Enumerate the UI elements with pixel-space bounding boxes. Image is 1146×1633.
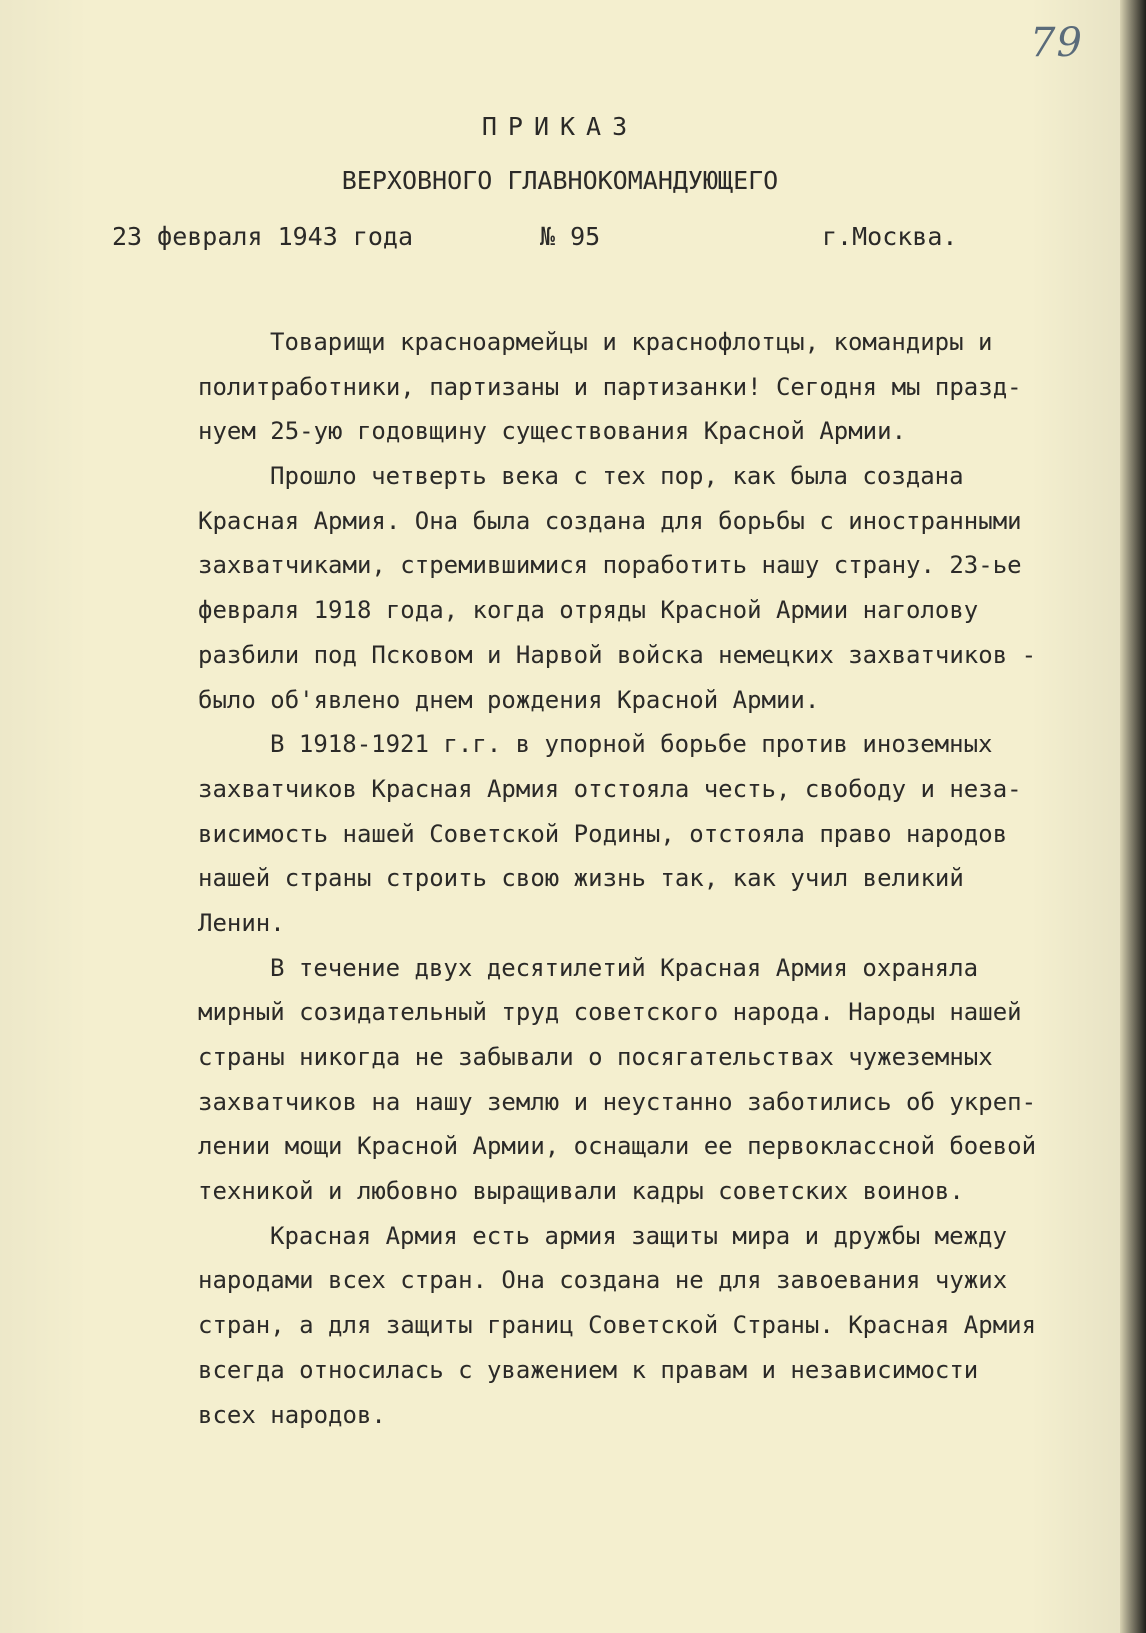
- text-line: висимость нашей Советской Родины, отстояла право народов: [198, 819, 1008, 848]
- text-line: В течение двух десятилетий Красная Армия охраняла: [270, 953, 979, 982]
- order-date: 23 февраля 1943 года: [112, 222, 414, 251]
- page-edge-shadow: [1120, 0, 1146, 1633]
- text-line: Красная Армия есть армия защиты мира и дружбы между: [270, 1221, 1007, 1250]
- text-line: стран, а для защиты границ Советской Страны. Красная Армия: [198, 1311, 1037, 1340]
- text-line: всегда относилась с уважением к правам и независимости: [198, 1355, 979, 1384]
- order-number: № 95: [540, 222, 601, 251]
- text-line: Прошло четверть века с тех пор, как была создана: [270, 462, 964, 491]
- text-line: Красная Армия. Она была создана для борьбы с иностранными: [198, 506, 1022, 535]
- text-line: захватчиков Красная Армия отстояла честь, свободу и неза-: [198, 774, 1022, 803]
- text-line: мирный созидательный труд советского народа. Народы нашей: [198, 998, 1022, 1027]
- document-body: [198, 320, 1058, 1437]
- text-line: техникой и любовно выращивали кадры советских воинов.: [198, 1177, 964, 1206]
- text-line: было об'явлено днем рождения Красной Армии.: [198, 685, 820, 714]
- text-line: захватчиков на нашу землю и неустанно заботились об укреп-: [198, 1087, 1037, 1116]
- text-line: народами всех стран. Она создана не для завоевания чужих: [198, 1266, 1008, 1295]
- text-line: нашей страны строить свою жизнь так, как учил великий: [198, 864, 964, 893]
- text-line: лении мощи Красной Армии, оснащали ее первоклассной боевой: [198, 1132, 1037, 1161]
- text-line: захватчиками, стремившимися поработить нашу страну. 23-ье: [198, 551, 1022, 580]
- text-line: февраля 1918 года, когда отряды Красной Армии наголову: [198, 596, 979, 625]
- text-line: В 1918-1921 г.г. в упорной борьбе против иноземных: [270, 730, 993, 759]
- document-subtitle: ВЕРХОВНОГО ГЛАВНОКОМАНДУЮЩЕГО: [341, 166, 779, 195]
- page-folio-number: 79: [1030, 20, 1083, 66]
- text-line: Товарищи красноармейцы и краснофлотцы, командиры и: [270, 328, 993, 356]
- order-city: г.Москва.: [822, 222, 958, 251]
- text-line: политработники, партизаны и партизанки! Сегодня мы празд-: [198, 372, 1022, 401]
- text-line: нуем 25-ую годовщину существования Красной Армии.: [198, 417, 907, 446]
- text-line: разбили под Псковом и Нарвой войска немецких захватчиков -: [198, 640, 1037, 669]
- text-line: всех народов.: [198, 1400, 386, 1429]
- text-line: страны никогда не забывали о посягательствах чужеземных: [198, 1043, 993, 1071]
- text-line: Ленин.: [198, 908, 285, 937]
- document-title: ПРИКАЗ: [481, 112, 639, 141]
